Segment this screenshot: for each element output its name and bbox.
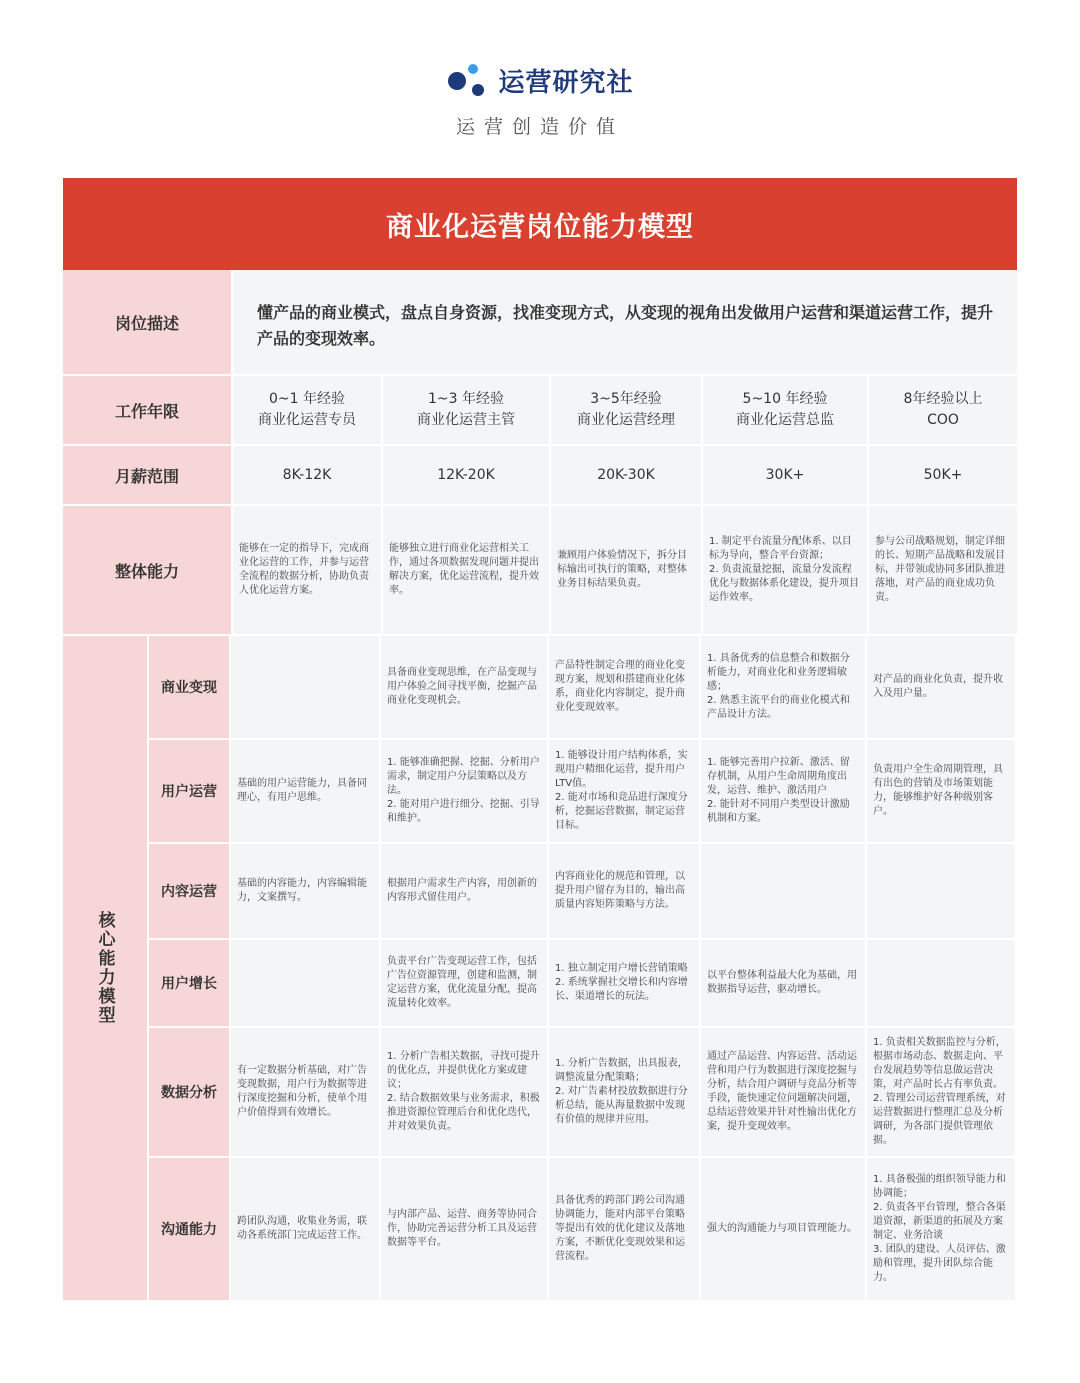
core-label-text: 核心能力模型: [94, 911, 115, 1025]
salary-cell: 8K-12K: [231, 446, 381, 504]
ability-cell: 1. 能够完善用户拉新、激活、留存机制，从用户生命周期角度出发，运营、维护、激活用户 2. 能针对不同用户类型设计激励机制和方案。: [699, 740, 865, 842]
core-row-label: 商业变现: [149, 636, 229, 738]
row-label: 岗位描述: [63, 270, 231, 374]
salary-cell: 30K+: [701, 446, 867, 504]
core-row: [149, 940, 1017, 1028]
ability-cell: 负责用户全生命周期管理，具有出色的营销及市场策划能力，能够维护好各种级别客户。: [865, 740, 1015, 842]
ability-cell: 参与公司战略规划，制定详细的长、短期产品战略和发展目标，并带领或协同多团队推进落地，对产品的商业成功负责。: [867, 506, 1017, 634]
brand-name: 运营研究社: [498, 67, 634, 98]
ability-cell: 1. 分析广告数据，出具报表，调整流量分配策略； 2. 对广告素材投放数据进行分析总结，能从海量数据中发现有价值的规律并应用。: [547, 1028, 699, 1156]
ability-cell: 1. 负责相关数据监控与分析，根据市场动态、数据走向、平台发展趋势等信息做运营决策，对产品时长占有率负责。 2. 管理公司运营管理系统，对运营数据进行整理汇总及分析调研，为各部门提供管理依据。: [865, 1028, 1015, 1156]
row-label: 月薪范围: [63, 446, 231, 504]
level-cell: [701, 376, 867, 444]
ability-cell: 与内部产品、运营、商务等协同合作，协助完善运营分析工具及运营数据等平台。: [379, 1158, 547, 1300]
ability-cell: [865, 844, 1015, 938]
ability-cell: 1. 具备极强的组织领导能力和协调能； 2. 负责各平台管理，整合各渠道资源，新渠道的拓展及方案制定、业务洽谈 3. 团队的建设、人员评估、激励和管理，提升团队综合能力。: [865, 1158, 1015, 1300]
core-row: [149, 1028, 1017, 1158]
ability-cell: 基础的用户运营能力，具备同理心，有用户思维。: [229, 740, 379, 842]
ability-cell: [229, 940, 379, 1026]
ability-cell: 通过产品运营、内容运营、活动运营和用户行为数据进行深度挖掘与分析，结合用户调研与竞品分析等手段，能快速定位问题解决问题，总结运营效果并针对性输出优化方案，提升变现效率。: [699, 1028, 865, 1156]
core-row-label: 内容运营: [149, 844, 229, 938]
level-years: 5~10 年经验: [742, 391, 828, 407]
ability-cell: 负责平台广告变现运营工作，包括广告位资源管理，创建和监测，制定运营方案，优化流量分配，提高流量转化效率。: [379, 940, 547, 1026]
ability-cell: 对产品的商业化负责，提升收入及用户量。: [865, 636, 1015, 738]
ability-cell: 能够在一定的指导下，完成商业化运营的工作，并参与运营全流程的数据分析，协助负责人优化运营方案。: [231, 506, 381, 634]
ability-cell: 1. 分析广告相关数据，寻找可提升的优化点，并提供优化方案或建议； 2. 结合数据效果与业务需求，积极推进资源位管理后台和优化迭代，并对效果负责。: [379, 1028, 547, 1156]
page-title: 商业化运营岗位能力模型: [386, 211, 694, 243]
level-title: 商业化运营专员: [258, 412, 356, 428]
ability-cell: 根据用户需求生产内容，用创新的内容形式留住用户。: [379, 844, 547, 938]
ability-cell: 强大的沟通能力与项目管理能力。: [699, 1158, 865, 1300]
ability-cell: [699, 844, 865, 938]
ability-cell: 具备优秀的跨部门跨公司沟通协调能力，能对内部平台策略等提出有效的优化建议及落地方案，不断优化变现效果和运营流程。: [547, 1158, 699, 1300]
core-row-label: 用户运营: [149, 740, 229, 842]
core-row-label: 用户增长: [149, 940, 229, 1026]
core-row: [149, 636, 1017, 740]
core-row: [149, 1158, 1017, 1300]
ability-cell: 1. 具备优秀的信息整合和数据分析能力，对商业化和业务逻辑敏感； 2. 熟悉主流平台的商业化模式和产品设计方法。: [699, 636, 865, 738]
row-label: 工作年限: [63, 376, 231, 444]
ability-cell: 能够独立进行商业化运营相关工作，通过各项数据发现问题并提出解决方案，优化运营流程，提升效率。: [381, 506, 549, 634]
salary-cell: 20K-30K: [549, 446, 701, 504]
ability-cell: 内容商业化的规范和管理，以提升用户留存为目的，输出高质量内容矩阵策略与方法。: [547, 844, 699, 938]
core-row-label: 数据分析: [149, 1028, 229, 1156]
level-cell: [867, 376, 1017, 444]
salary-row: [63, 446, 1017, 506]
core-row: [149, 740, 1017, 844]
level-cell: [549, 376, 701, 444]
ability-cell: 兼顾用户体验情况下，拆分目标输出可执行的策略，对整体业务目标结果负责。: [549, 506, 701, 634]
core-ability-section: [63, 636, 1017, 1300]
ability-cell: 1. 能够设计用户结构体系，实现用户精细化运营，提升用户LTV值。 2. 能对市场和竞品进行深度分析，挖掘运营数据，制定运营目标。: [547, 740, 699, 842]
ability-cell: 基础的内容能力，内容编辑能力，文案撰写。: [229, 844, 379, 938]
level-title: COO: [927, 412, 959, 428]
competency-table: [63, 270, 1017, 1300]
ability-cell: 1. 制定平台流量分配体系、以目标为导向，整合平台资源； 2. 负责流量挖掘，流量分发流程优化与数据体系化建设，提升项目运作效率。: [701, 506, 867, 634]
ability-cell: 1. 独立制定用户增长营销策略 2. 系统掌握社交增长和内容增长、渠道增长的玩法。: [547, 940, 699, 1026]
years-row: [63, 376, 1017, 446]
level-years: 1~3 年经验: [428, 391, 504, 407]
description-text: 懂产品的商业模式，盘点自身资源，找准变现方式，从变现的视角出发做用户运营和渠道运营工作，提升产品的变现效率。: [231, 270, 1017, 374]
ability-cell: [865, 940, 1015, 1026]
title-banner: [63, 178, 1017, 270]
overall-row: [63, 506, 1017, 636]
level-title: 商业化运营总监: [736, 412, 834, 428]
ability-cell: 产品特性制定合理的商业化变现方案，规划和搭建商业化体系，商业化内容制定，提升商业化变现效率。: [547, 636, 699, 738]
ability-cell: 以平台整体利益最大化为基础，用数据指导运营，驱动增长。: [699, 940, 865, 1026]
level-years: 8年经验以上: [903, 391, 983, 407]
ability-cell: 1. 能够准确把握、挖掘、分析用户需求，制定用户分层策略以及方法。 2. 能对用户进行细分、挖掘、引导和维护。: [379, 740, 547, 842]
core-label: [63, 636, 149, 1300]
level-title: 商业化运营主管: [417, 412, 515, 428]
brand-slogan: 运营创造价值: [455, 116, 624, 138]
level-years: 3~5年经验: [590, 391, 662, 407]
core-row: [149, 844, 1017, 940]
logo-mark-icon: [446, 62, 492, 98]
core-row-label: 沟通能力: [149, 1158, 229, 1300]
ability-cell: 具备商业变现思维，在产品变现与用户体验之间寻找平衡，挖掘产品商业化变现机会。: [379, 636, 547, 738]
salary-cell: 12K-20K: [381, 446, 549, 504]
salary-cell: 50K+: [867, 446, 1017, 504]
ability-cell: 跨团队沟通，收集业务需，联动各系统部门完成运营工作。: [229, 1158, 379, 1300]
description-row: [63, 270, 1017, 376]
level-title: 商业化运营经理: [577, 412, 675, 428]
level-cell: [231, 376, 381, 444]
brand-logo: [0, 60, 1080, 100]
ability-cell: 有一定数据分析基础，对广告变现数据，用户行为数据等进行深度挖掘和分析，使单个用户价值得到有效增长。: [229, 1028, 379, 1156]
level-years: 0~1 年经验: [269, 391, 345, 407]
level-cell: [381, 376, 549, 444]
ability-cell: [229, 636, 379, 738]
row-label: 整体能力: [63, 506, 231, 634]
